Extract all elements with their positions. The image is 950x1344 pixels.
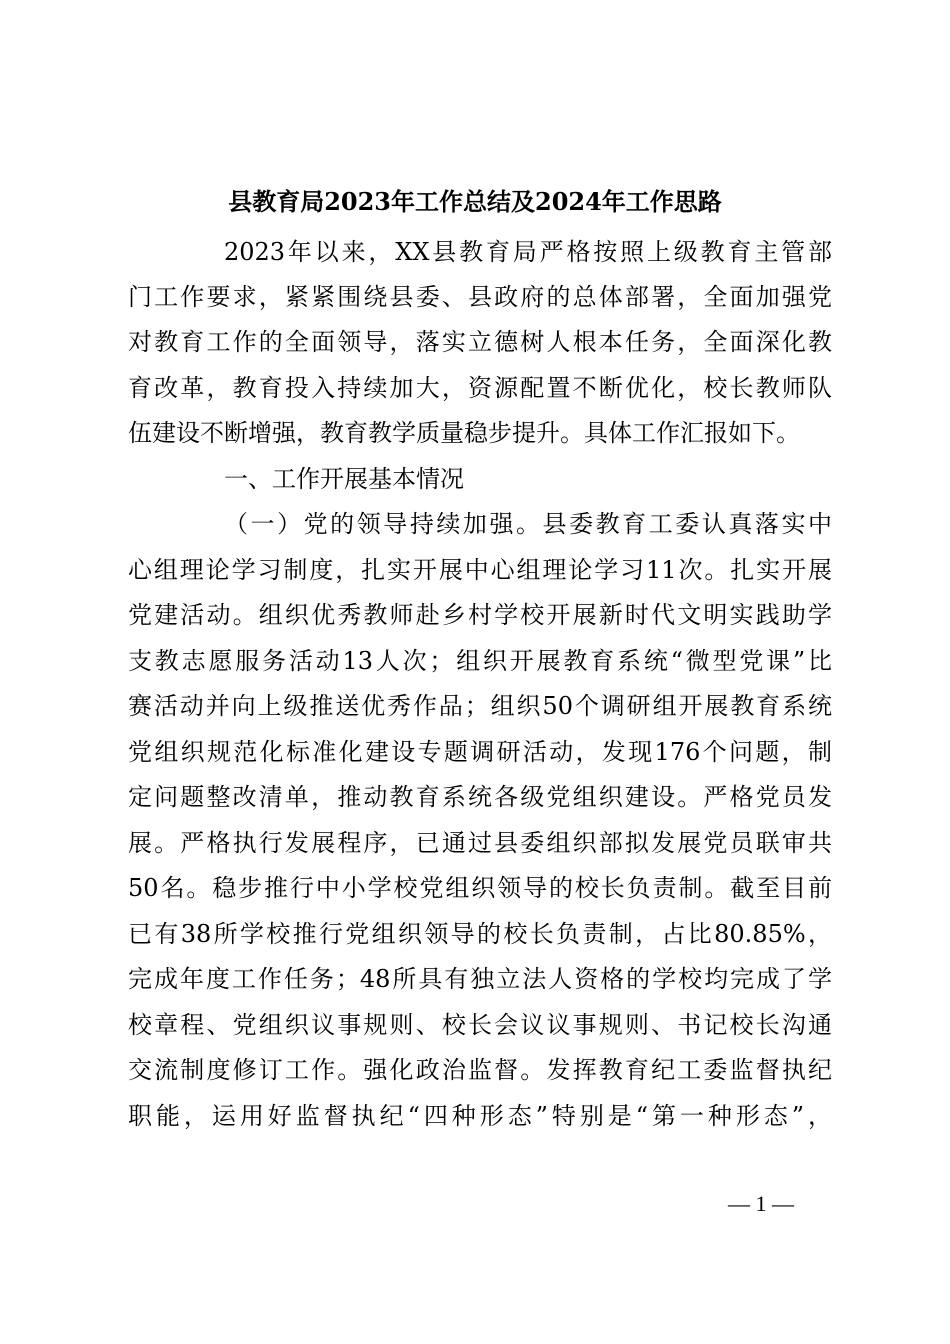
page-number: — 1 — [728, 1191, 794, 1216]
paragraph-line: 对教育工作的全面领导，落实立德树人根本任务，全面深化教 [128, 328, 832, 356]
paragraph-line: 心组理论学习制度，扎实开展中心组理论学习11次。扎实开展 [128, 556, 832, 584]
paragraph-line: （一）党的领导持续加强。县委教育工委认真落实中 [224, 510, 832, 538]
paragraph-line: 职能，运用好监督执纪“四种形态”特别是“第一种形态”， [128, 1102, 832, 1130]
paragraph-line: 育改革，教育投入持续加大，资源配置不断优化，校长教师队 [128, 374, 832, 402]
paragraph-line: 已有38所学校推行党组织领导的校长负责制，占比80.85%， [128, 920, 832, 948]
section-heading: 一、工作开展基本情况 [224, 465, 464, 493]
paragraph-line: 50名。稳步推行中小学校党组织领导的校长负责制。截至目前 [128, 874, 832, 902]
paragraph-line: 校章程、党组织议事规则、校长会议议事规则、书记校长沟通 [128, 1011, 832, 1039]
paragraph-line: 完成年度工作任务；48所具有独立法人资格的学校均完成了学 [128, 965, 832, 993]
paragraph-line: 交流制度修订工作。强化政治监督。发挥教育纪工委监督执纪 [128, 1056, 832, 1084]
paragraph-line: 支教志愿服务活动13人次；组织开展教育系统“微型党课”比 [128, 647, 832, 675]
paragraph-line: 伍建设不断增强，教育教学质量稳步提升。具体工作汇报如下。 [128, 419, 800, 447]
paragraph-line: 定问题整改清单，推动教育系统各级党组织建设。严格党员发 [128, 783, 832, 811]
paragraph-line: 赛活动并向上级推送优秀作品；组织50个调研组开展教育系统 [128, 692, 832, 720]
paragraph-line: 党组织规范化标准化建设专题调研活动，发现176个问题，制 [128, 738, 832, 766]
paragraph-line: 党建活动。组织优秀教师赴乡村学校开展新时代文明实践助学 [128, 601, 832, 629]
paragraph-line: 展。严格执行发展程序，已通过县委组织部拟发展党员联审共 [128, 829, 832, 857]
paragraph-line: 2023年以来，XX县教育局严格按照上级教育主管部 [224, 238, 832, 266]
paragraph-line: 门工作要求，紧紧围绕县委、县政府的总体部署，全面加强党 [128, 283, 832, 311]
document-title: 县教育局2023年工作总结及2024年工作思路 [228, 187, 722, 216]
